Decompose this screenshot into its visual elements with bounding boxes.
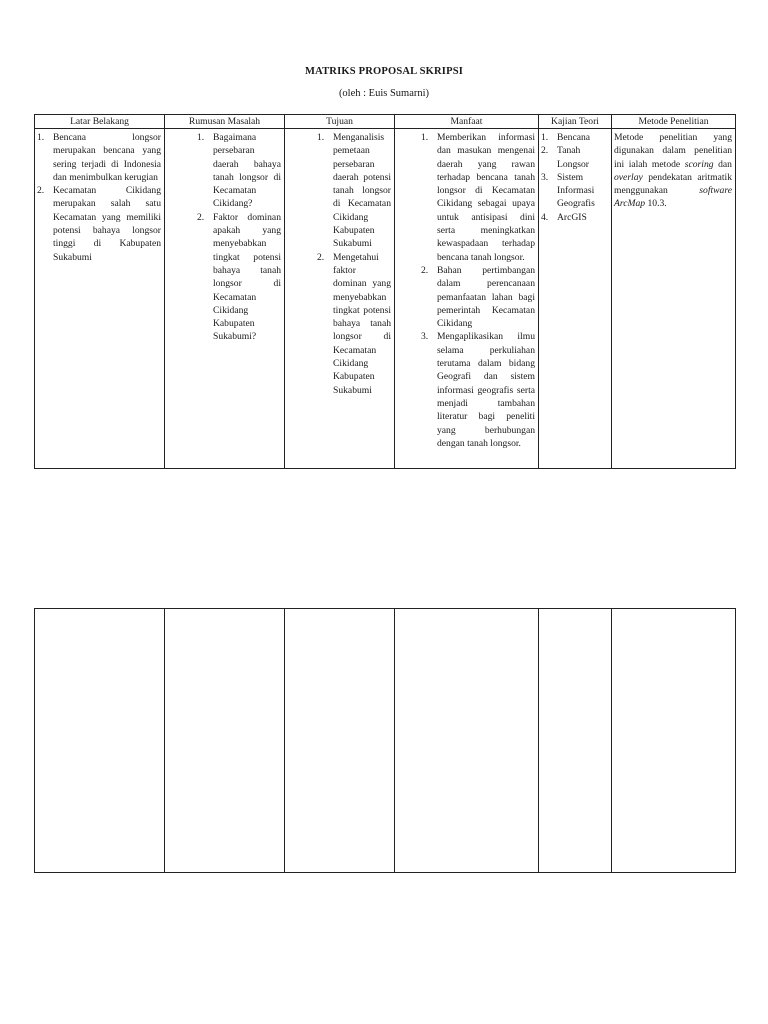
tujuan-list (287, 131, 391, 397)
list-item (541, 211, 608, 224)
list-number: 2. (197, 211, 205, 223)
list-item (541, 131, 608, 144)
metode-text-1: Metode penelitian yang digunakan dalam penelitian ini ialah metode (614, 132, 732, 170)
list-item (287, 131, 391, 251)
list-text: Bagaimana persebaran daerah bahaya tanah longsor di Kecamatan Cikidang? (213, 132, 281, 210)
metode-text-3: pendekatan aritmatik menggunakan (614, 171, 732, 197)
cell-latar-belakang (35, 129, 165, 469)
empty-cell (612, 609, 736, 873)
list-number: 2. (37, 185, 45, 197)
list-number: 1. (37, 132, 45, 143)
header-rumusan-masalah: Rumusan Masalah (165, 115, 285, 129)
cell-rumusan-masalah (165, 129, 285, 469)
kajian-teori-list (541, 131, 608, 224)
list-item (397, 264, 535, 330)
metode-text-4: 10.3. (645, 198, 667, 210)
document-title: MATRIKS PROPOSAL SKRIPSI (304, 66, 464, 77)
latar-belakang-list (37, 131, 161, 264)
list-number: 4. (541, 211, 549, 223)
list-text: Sistem Informasi Geografis (557, 171, 595, 210)
cell-manfaat (395, 129, 539, 469)
table-row (35, 609, 736, 873)
list-text: Mengetahui faktor dominan yang menyebabkan tingkat potensi bahaya tanah longsor di Kecamatan Cikidang Kabupaten Sukabumi (333, 251, 391, 396)
metode-text-2: dan (713, 158, 732, 170)
author-line: (oleh : Euis Sumarni) (338, 88, 430, 99)
list-item (37, 184, 161, 264)
list-text: Bahan pertimbangan dalam perencanaan pemanfaatan lahan bagi pemerintah Kecamatan Cikidang (437, 264, 535, 330)
list-text: Bencana (557, 132, 591, 143)
proposal-matrix-table (34, 114, 736, 469)
header-metode-penelitian: Metode Penelitian (612, 115, 736, 129)
list-text: ArcGIS (557, 211, 587, 223)
list-text: Memberikan informasi dan masukan mengenai daerah yang rawan terhadap bencana tanah longsor di Kecamatan Cikidang sebagai upaya untuk antisipasi dini serta meningkatkan kewaspadaan terhadap bencana tanah longsor. (437, 132, 535, 263)
list-text: Kecamatan Cikidang merupakan salah satu Kecamatan yang memiliki potensi bahaya longsor tinggi di Kabupaten Sukabumi (53, 185, 161, 263)
list-item (397, 330, 535, 450)
list-number: 2. (317, 251, 325, 263)
list-number: 1. (421, 132, 429, 143)
table-header-row (35, 115, 736, 129)
list-text: Bencana longsor merupakan bencana yang sering terjadi di Indonesia dan menimbulkan kerugian (53, 132, 161, 183)
list-item (167, 131, 281, 211)
empty-cell (539, 609, 612, 873)
list-item (167, 211, 281, 344)
list-item (541, 144, 608, 171)
empty-cell (35, 609, 165, 873)
list-item (37, 131, 161, 184)
rumusan-masalah-list (167, 131, 281, 344)
list-number: 3. (541, 171, 549, 183)
list-number: 2. (421, 264, 429, 276)
list-number: 1. (197, 132, 205, 143)
list-text: Faktor dominan apakah yang menyebabkan tingkat potensi bahaya tanah longsor di Kecamatan Cikidang Kabupaten Sukabumi? (213, 211, 281, 343)
header-manfaat: Manfaat (395, 115, 539, 129)
list-number: 3. (421, 331, 429, 343)
cell-tujuan (285, 129, 395, 469)
header-latar-belakang: Latar Belakang (35, 115, 165, 129)
metode-term-software: software ArcMap (614, 185, 732, 210)
empty-cell (395, 609, 539, 873)
header-tujuan: Tujuan (285, 115, 395, 129)
empty-cell (285, 609, 395, 873)
metode-term-overlay: overlay (614, 171, 643, 183)
cell-metode-penelitian (612, 129, 736, 469)
list-number: 2. (541, 145, 549, 157)
list-text: Tanah Longsor (557, 145, 589, 170)
table-row (35, 129, 736, 469)
list-item (397, 131, 535, 264)
list-item (287, 251, 391, 397)
header-kajian-teori: Kajian Teori (539, 115, 612, 129)
manfaat-list (397, 131, 535, 450)
metode-term-scoring: scoring (684, 158, 714, 170)
empty-cell (165, 609, 285, 873)
cell-kajian-teori (539, 129, 612, 469)
list-item (541, 171, 608, 211)
empty-table (34, 608, 736, 873)
list-number: 1. (317, 132, 325, 143)
list-number: 1. (541, 132, 549, 143)
list-text: Menganalisis pemetaan persebaran daerah potensi tanah longsor di Kecamatan Cikidang Kabupaten Sukabumi (333, 132, 391, 250)
list-text: Mengaplikasikan ilmu selama perkuliahan terutama dalam bidang Geografi dan sistem informasi geografis serta menjadi tambahan literatur bagi peneliti yang berhubungan dengan tanah longsor. (437, 331, 535, 449)
